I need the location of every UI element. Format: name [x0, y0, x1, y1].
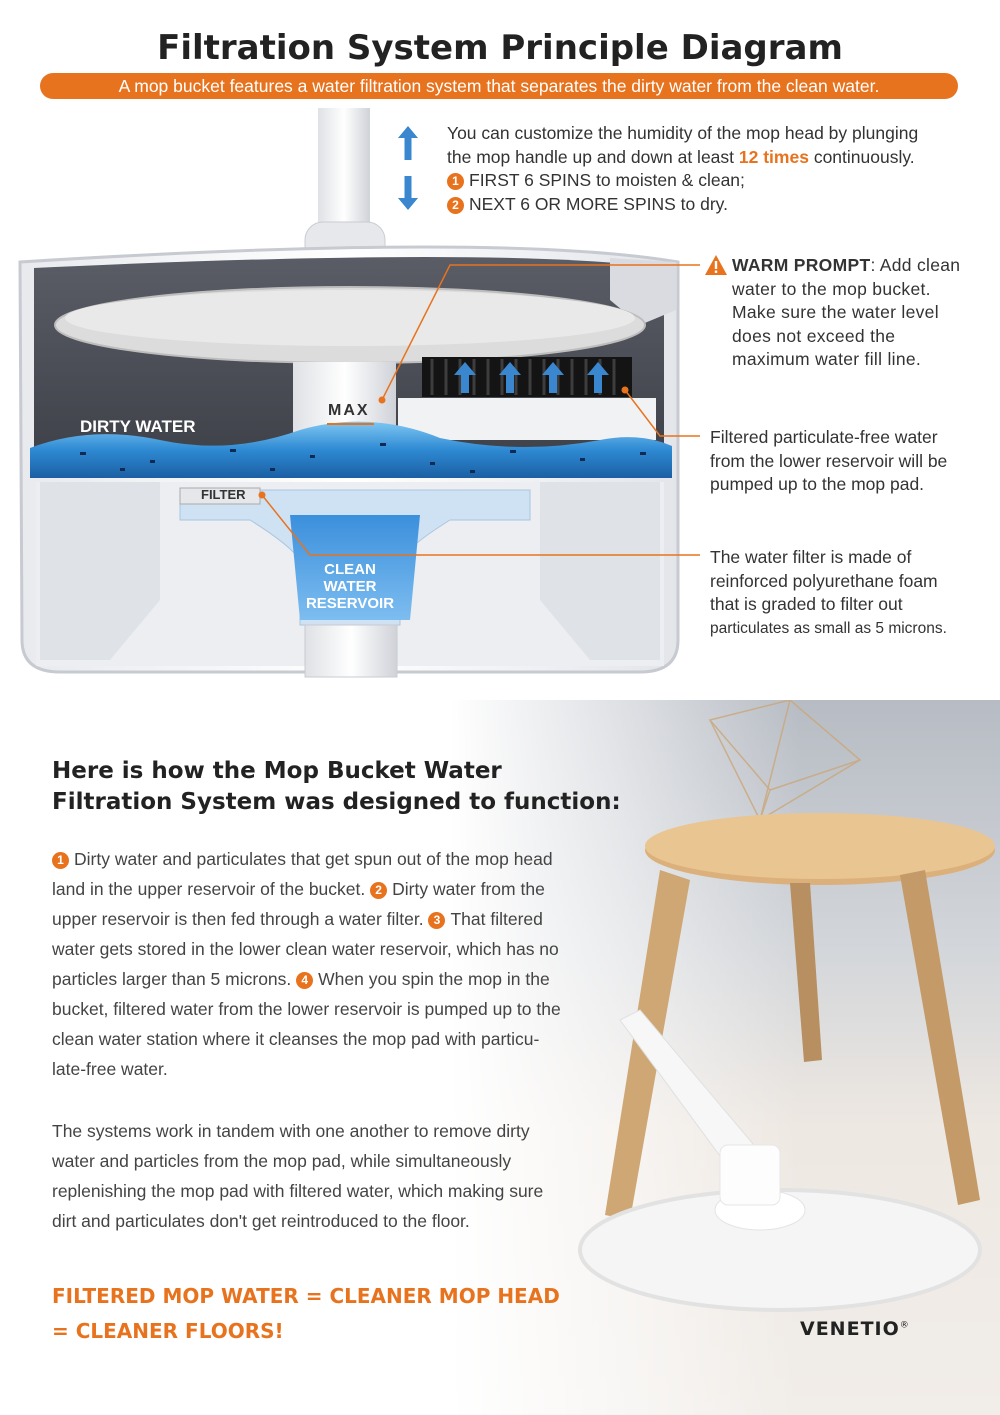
arrow-down-icon: [398, 176, 418, 210]
arrow-up-icon: [398, 126, 418, 160]
dirty-water-label: DIRTY WATER: [80, 417, 196, 436]
diagram-section: [0, 0, 1000, 700]
max-line: [327, 423, 374, 425]
page-title: Filtration System Principle Diagram: [157, 28, 843, 68]
filter-callout: The water filter is made of reinforced polyurethane foam that is graded to filter out particulates as small as 5 microns.: [710, 547, 947, 637]
subtitle-banner: A mop bucket features a water filtration system that separates the dirty water from the clean water.: [40, 73, 958, 99]
step-number-badge: 3: [428, 912, 445, 929]
clean-water-reservoir-label: CLEAN WATER RESERVOIR: [305, 561, 395, 612]
step-number-badge: 1: [52, 852, 69, 869]
brand-logo: VENETIO®: [800, 1318, 910, 1340]
explanation-section: [0, 700, 1000, 1415]
step-number-badge: 4: [296, 972, 313, 989]
warning-icon: [704, 254, 728, 276]
instructions-text: You can customize the humidity of the mop head by plunging the mop handle up and down at least 12 times continuously. 1 FIRST 6 SPINS to moisten & clean; 2 NEXT 6 OR MORE SPINS to dry.: [447, 123, 919, 214]
step-number-badge: 2: [370, 882, 387, 899]
max-label: MAX: [328, 402, 370, 419]
filtered-water-callout: Filtered particulate-free water from the lower reservoir will be pumped up to the mop pad.: [710, 427, 948, 494]
step-number-badge: 2: [447, 197, 464, 214]
section-heading: Here is how the Mop Bucket Water Filtration System was designed to function:: [52, 758, 621, 815]
function-description: 1 Dirty water and particulates that get spun out of the mop head land in the upper reservoir of the bucket. 2 Dirty water from the upper reservoir is then fed through a water filter. 3 That filtered water gets stored in the lower clean water reservoir, which has no particles larger than 5 microns. 4 When you spin the mop in the bucket, filtered water from the lower reservoir is pumped up to the clean water station where it cleanses the mop pad with particu- late-free water.: [52, 849, 561, 1079]
tandem-paragraph: The systems work in tandem with one another to remove dirty water and particles from the mop pad, while simultaneously replenishing the mop pad with filtered water, which making sure dirt and particulates don't get reintroduced to the floor.: [52, 1121, 544, 1231]
slogan: FILTERED MOP WATER = CLEANER MOP HEAD = CLEANER FLOORS!: [52, 1284, 560, 1343]
warm-prompt: WARM PROMPT: Add clean water to the mop bucket. Make sure the water level does not exceed the maximum water fill line.: [732, 255, 961, 369]
step-number-badge: 1: [447, 173, 464, 190]
filter-label: FILTER: [201, 487, 246, 502]
